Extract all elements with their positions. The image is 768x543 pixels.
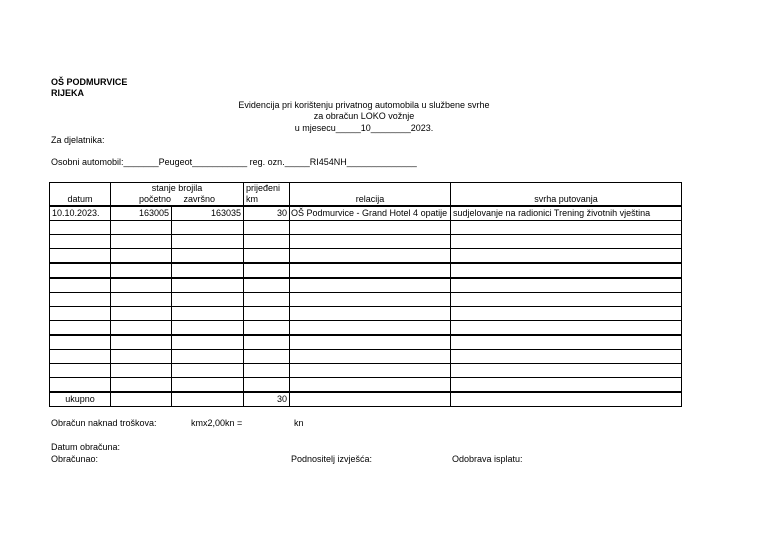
- empty-cell: [290, 321, 451, 336]
- col-header-svrha: svrha putovanja: [451, 183, 682, 207]
- empty-cell: [244, 335, 290, 350]
- empty-cell: [172, 293, 244, 307]
- cell-relacija: OŠ Podmurvice - Grand Hotel 4 opatije: [290, 206, 451, 221]
- empty-cell: [50, 335, 111, 350]
- approver-label: Odobrava isplatu:: [452, 454, 523, 464]
- odometer-label: stanje brojila: [151, 183, 203, 193]
- table-row: [50, 293, 682, 307]
- org-city: RIJEKA: [51, 88, 85, 98]
- empty-cell: [244, 350, 290, 364]
- empty-cell: [50, 364, 111, 378]
- empty-cell: [172, 335, 244, 350]
- empty-cell: [451, 293, 682, 307]
- table-header-row: [50, 183, 682, 207]
- empty-cell: [111, 249, 172, 264]
- table-row: [50, 378, 682, 393]
- empty-cell: [172, 221, 244, 235]
- col-header-datum: datum: [50, 183, 111, 207]
- empty-cell: [111, 263, 172, 278]
- empty-cell: [50, 249, 111, 264]
- empty-cell: [244, 378, 290, 393]
- empty-cell: [244, 278, 290, 293]
- empty-cell: [50, 263, 111, 278]
- empty-cell: [451, 249, 682, 264]
- submitter-label: Podnositelj izvješća:: [291, 454, 373, 464]
- empty-cell: [244, 221, 290, 235]
- table-row: [50, 263, 682, 278]
- empty-cell: [451, 221, 682, 235]
- table-row: [50, 350, 682, 364]
- empty-cell: [451, 321, 682, 336]
- empty-cell: [290, 335, 451, 350]
- empty-cell: [172, 321, 244, 336]
- cell-datum: 10.10.2023.: [50, 206, 111, 221]
- empty-cell: [172, 392, 244, 407]
- empty-cell: [290, 278, 451, 293]
- table-total-row: [50, 392, 682, 407]
- empty-cell: [50, 293, 111, 307]
- empty-cell: [172, 307, 244, 321]
- empty-cell: [111, 278, 172, 293]
- empty-cell: [451, 378, 682, 393]
- empty-cell: [290, 378, 451, 393]
- empty-cell: [50, 278, 111, 293]
- empty-cell: [111, 221, 172, 235]
- empty-cell: [172, 378, 244, 393]
- empty-cell: [111, 293, 172, 307]
- empty-cell: [50, 235, 111, 249]
- empty-cell: [290, 249, 451, 264]
- empty-cell: [111, 335, 172, 350]
- empty-cell: [111, 392, 172, 407]
- empty-cell: [172, 364, 244, 378]
- col-header-zavrsno: završno: [183, 194, 216, 204]
- table-row: [50, 307, 682, 321]
- empty-cell: [111, 350, 172, 364]
- empty-cell: [451, 364, 682, 378]
- empty-cell: [290, 221, 451, 235]
- calc-unit: kn: [294, 418, 304, 428]
- employee-label: Za djelatnika:: [51, 135, 105, 145]
- total-km: 30: [244, 392, 290, 407]
- km-label-unit: km: [246, 194, 259, 204]
- empty-cell: [172, 249, 244, 264]
- table-row: [50, 321, 682, 336]
- empty-cell: [451, 307, 682, 321]
- col-header-relacija: relacija: [290, 183, 451, 207]
- date-label: Datum obračuna:: [51, 442, 121, 452]
- cell-svrha: sudjelovanje na radionici Trening životnih vještina: [451, 206, 682, 221]
- km-label-top: prijeđeni: [246, 183, 281, 193]
- empty-cell: [111, 364, 172, 378]
- empty-cell: [451, 235, 682, 249]
- car-line: Osobni automobil:_______Peugeot___________ reg. ozn._____RI454NH______________: [51, 157, 417, 167]
- table-row: [50, 335, 682, 350]
- table-row: [50, 249, 682, 264]
- empty-cell: [50, 221, 111, 235]
- col-header-odometer: [111, 183, 244, 207]
- doc-subtitle: za obračun LOKO vožnje: [313, 111, 415, 121]
- empty-cell: [451, 335, 682, 350]
- empty-cell: [244, 249, 290, 264]
- calc-label: Obračun naknad troškova:: [51, 418, 157, 428]
- col-header-pocetno: početno: [139, 194, 172, 204]
- empty-cell: [111, 307, 172, 321]
- empty-cell: [111, 321, 172, 336]
- table-row: [50, 206, 682, 221]
- empty-cell: [172, 350, 244, 364]
- cell-zavrsno: 163035: [172, 206, 244, 221]
- empty-cell: [50, 321, 111, 336]
- col-header-km: [244, 183, 290, 207]
- org-name: OŠ PODMURVICE: [51, 77, 128, 87]
- total-label: ukupno: [50, 392, 111, 407]
- doc-title: Evidencija pri korištenju privatnog automobila u službene svrhe: [238, 100, 490, 110]
- calculated-by-label: Obračunao:: [51, 454, 99, 464]
- empty-cell: [111, 235, 172, 249]
- empty-cell: [50, 350, 111, 364]
- empty-cell: [50, 307, 111, 321]
- cell-km: 30: [244, 206, 290, 221]
- empty-cell: [290, 263, 451, 278]
- travel-log-table: [49, 182, 682, 407]
- empty-cell: [172, 278, 244, 293]
- doc-month: u mjesecu_____10________2023.: [294, 123, 434, 133]
- empty-cell: [290, 350, 451, 364]
- empty-cell: [451, 263, 682, 278]
- empty-cell: [290, 235, 451, 249]
- empty-cell: [244, 364, 290, 378]
- empty-cell: [244, 235, 290, 249]
- empty-cell: [451, 278, 682, 293]
- table-row: [50, 364, 682, 378]
- empty-cell: [244, 293, 290, 307]
- empty-cell: [290, 293, 451, 307]
- empty-cell: [290, 364, 451, 378]
- empty-cell: [172, 235, 244, 249]
- table-row: [50, 235, 682, 249]
- empty-cell: [290, 392, 451, 407]
- empty-cell: [50, 378, 111, 393]
- empty-cell: [244, 263, 290, 278]
- empty-cell: [172, 263, 244, 278]
- empty-cell: [244, 307, 290, 321]
- empty-cell: [111, 378, 172, 393]
- table-row: [50, 278, 682, 293]
- empty-cell: [451, 392, 682, 407]
- cell-pocetno: 163005: [111, 206, 172, 221]
- empty-cell: [244, 321, 290, 336]
- empty-cell: [290, 307, 451, 321]
- table-row: [50, 221, 682, 235]
- calc-formula: kmx2,00kn =: [191, 418, 243, 428]
- empty-cell: [451, 350, 682, 364]
